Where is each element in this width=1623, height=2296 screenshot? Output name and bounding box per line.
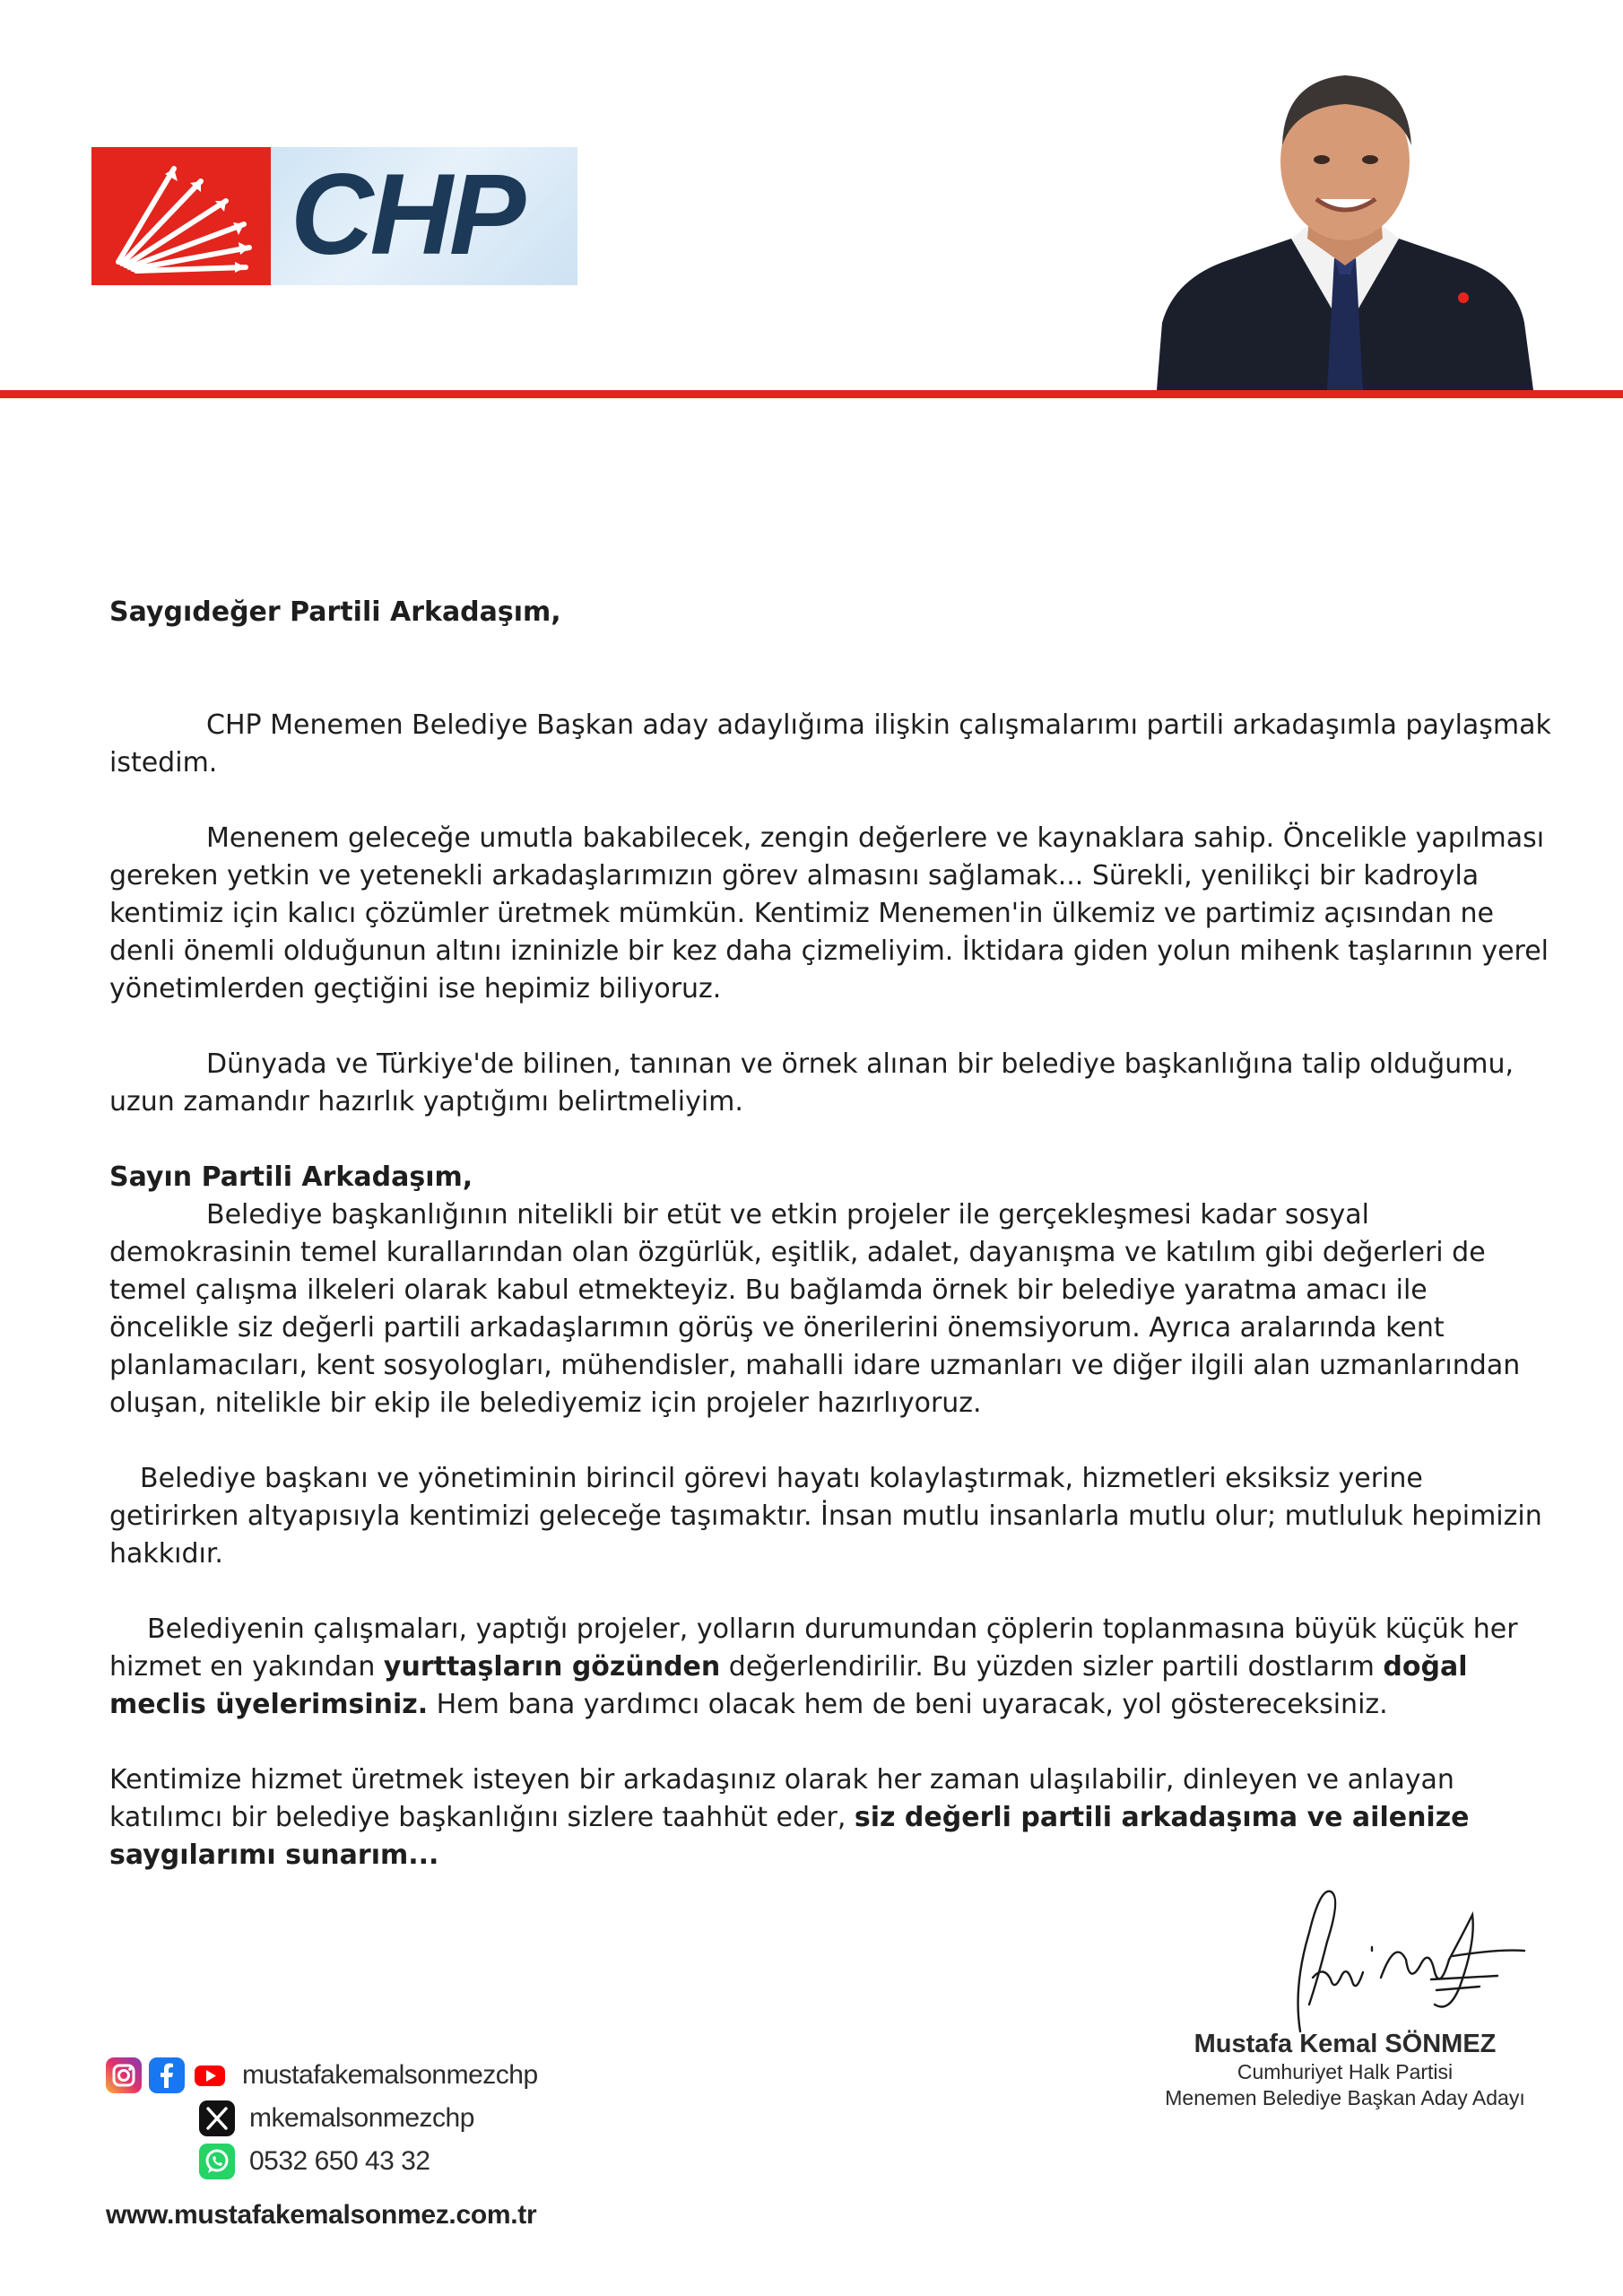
sub-salutation: Sayın Partili Arkadaşım, — [109, 1161, 473, 1193]
paragraph-1: CHP Menemen Belediye Başkan aday adaylığıma ilişkin çalışmalarımı partili arkadaşımla paylaşmak istedim. — [109, 709, 1551, 778]
header-divider — [0, 390, 1623, 398]
signer-party: Cumhuriyet Halk Partisi — [1237, 2060, 1454, 2083]
signature-block — [1130, 2029, 1560, 2111]
instagram-icon[interactable] — [106, 2057, 142, 2093]
youtube-icon[interactable] — [192, 2057, 228, 2093]
handwritten-signature — [1237, 1879, 1533, 2040]
paragraph-2: Menenem geleceğe umutla bakabilecek, zengin değerlere ve kaynaklara sahip. Öncelikle yapılması gereken yetkin ve yetenekli arkadaşlarımızın görev almasını sağlamak... Sürekli, yenilikçi bir kadroyla kentimiz için kalıcı çözümler üretmek mümkün. Kentimiz Menemen'in ülkemiz ve partimiz açısından ne denli önemli olduğunun altını izninizle bir kez daha çizmeliyim. İktidara giden yolun mihenk taşlarının yerel yönetimlerden geçtiğini ise hepimiz biliyoruz. — [109, 822, 1549, 1004]
paragraph-7: Kentimize hizmet üretmek isteyen bir arkadaşınız olarak her zaman ulaşılabilir, dinleyen ve anlayan katılımcı bir belediye başkanlığını sizlere taahhüt eder, siz değerli partili arkadaşıma ve ailenize saygılarımı sunarım... — [109, 1764, 1470, 1871]
salutation: Saygıdeğer Partili Arkadaşım, — [109, 596, 561, 628]
phone-row — [106, 2140, 538, 2183]
facebook-icon[interactable] — [149, 2057, 185, 2093]
logo-wordmark: CHP — [291, 151, 523, 279]
paragraph-4: Belediye başkanlığının nitelikli bir etüt ve etkin projeler ile gerçekleşmesi kadar sosyal demokrasinin temel kurallarından olan özgürlük, eşitlik, adalet, dayanışma ve katılım gibi değerleri de temel çalışma ilkeleri olarak kabul etmekteyiz. Bu bağlamda örnek bir belediye yaratma amacı ile öncelikle siz değerli partili arkadaşlarımın görüş ve önerilerini önemsiyorum. Ayrıca aralarında kent planlamacıları, kent sosyologları, mühendisler, mahalli idare uzmanları ve diğer ilgili alan uzmanlarından oluşan, nitelikle bir ekip ile belediyemiz için projeler hazırlıyoruz. — [109, 1199, 1521, 1419]
signer-title: Menemen Belediye Başkan Aday Adayı — [1165, 2086, 1525, 2109]
six-arrows-emblem — [91, 147, 271, 285]
social-handle[interactable]: mustafakemalsonmezchp — [242, 2060, 538, 2090]
chp-logo — [91, 147, 577, 285]
contact-block — [106, 2054, 538, 2183]
whatsapp-icon[interactable] — [199, 2144, 235, 2179]
paragraph-3: Dünyada ve Türkiye'de bilinen, tanınan ve örnek alınan bir belediye başkanlığına talip olduğumu, uzun zamandır hazırlık yaptığımı belirtmeliyim. — [109, 1048, 1514, 1118]
emphasis-closing: siz değerli partili arkadaşıma ve ailenize saygılarımı sunarım... — [109, 1802, 1470, 1871]
x-handle[interactable]: mkemalsonmezchp — [249, 2103, 474, 2133]
letter-body — [109, 594, 1553, 1912]
emphasis-council-members: doğal meclis üyelerimsiniz. — [109, 1651, 1468, 1720]
emphasis-citizens: yurttaşların gözünden — [383, 1651, 721, 1683]
x-icon[interactable] — [199, 2100, 235, 2136]
social-row — [106, 2054, 538, 2097]
website-link[interactable]: www.mustafakemalsonmez.com.tr — [106, 2200, 537, 2230]
candidate-portrait — [1157, 63, 1533, 390]
phone-number[interactable]: 0532 650 43 32 — [249, 2146, 430, 2176]
signer-name: Mustafa Kemal SÖNMEZ — [1193, 2030, 1497, 2058]
paragraph-5: Belediye başkanı ve yönetiminin birincil görevi hayatı kolaylaştırmak, hizmetleri eksiksiz yerine getirirken altyapısıyla kentimizi geleceğe taşımaktır. İnsan mutlu insanlarla mutlu olur; mutluluk hepimizin hakkıdır. — [109, 1463, 1542, 1570]
x-row — [106, 2097, 538, 2140]
paragraph-6: Belediyenin çalışmaları, yaptığı projeler, yolların durumundan çöplerin toplanmasına büyük küçük her hizmet en yakından yurttaşların gözünden değerlendirilir. Bu yüzden sizler partili dostlarım doğal meclis üyelerimsiniz. Hem bana yardımcı olacak hem de beni uyaracak, yol göstereceksiniz. — [109, 1613, 1518, 1720]
